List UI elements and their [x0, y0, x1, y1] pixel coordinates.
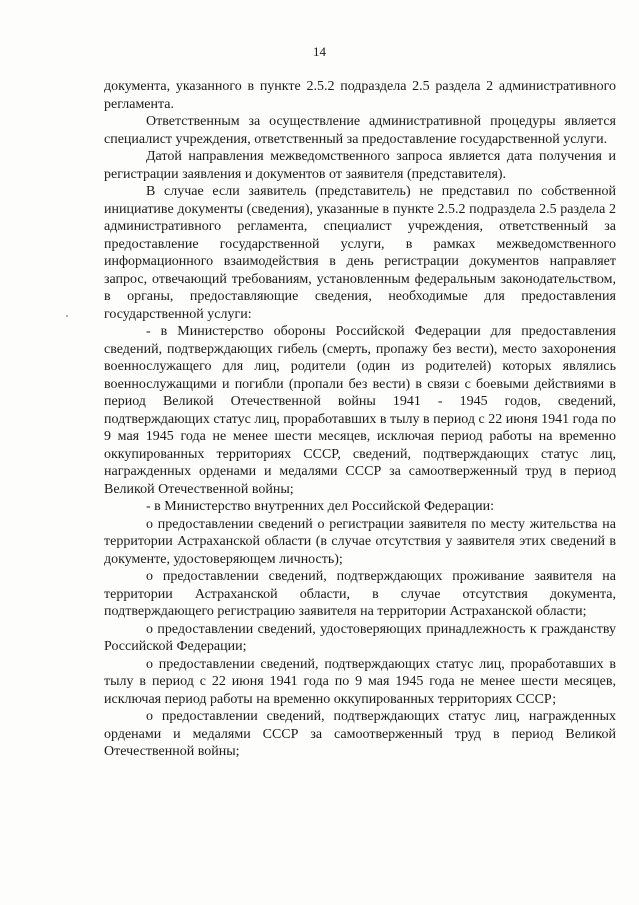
list-item-ministry-defense: - в Министерство обороны Российской Федерации для предоставления сведений, подтверждающих гибель (смерть, пропажу без вести), место захоронения военнослужащего для лиц, родители (один из родителей) которых являлись военнослужащими и погибли (пропали без вести) в связи с боевыми действиями в период Великой Отечественной войны 1941 - 1945 годов, сведений, подтверждающих статус лиц, проработавших в тылу в период с 22 июня 1941 года по 9 мая 1945 года не менее шести месяцев, исключая период работы на временно оккупированных территориях СССР, сведений, подтверждающих статус лиц, награжденных орденами и медалями СССР за самоотверженный труд в период Великой Отечественной войны;	[104, 324, 616, 497]
paragraph-request-date: Датой направления межведомственного запроса является дата получения и регистрации заявления и документов от заявителя (представителя).	[104, 149, 616, 182]
sub-item-registration: о предоставлении сведений о регистрации заявителя по месту жительства на территории Астраханской области (в случае отсутствия у заявителя этих сведений в документе, удостоверяющем личность);	[104, 516, 616, 567]
paragraph-continuation: документа, указанного в пункте 2.5.2 подраздела 2.5 раздела 2 административного регламента.	[104, 79, 616, 112]
document-body	[104, 78, 616, 761]
paragraph-responsible: Ответственным за осуществление административной процедуры является специалист учреждения, ответственный за предоставление государственной услуги.	[104, 114, 616, 147]
page-number: 14	[313, 44, 326, 59]
sub-item-awarded-persons: о предоставлении сведений, подтверждающих статус лиц, награжденных орденами и медалями СССР за самоотверженный труд в период Великой Отечественной войны;	[104, 709, 616, 759]
scan-speck	[66, 315, 68, 317]
list-item-ministry-interior: - в Министерство внутренних дел Российской Федерации:	[146, 499, 494, 514]
sub-item-citizenship: о предоставлении сведений, удостоверяющих принадлежность к гражданству Российской Федерации;	[104, 621, 616, 654]
sub-item-residence: о предоставлении сведений, подтверждающих проживание заявителя на территории Астраханской области, в случае отсутствия документа, подтверждающего регистрацию заявителя на территории Астраханской области;	[104, 569, 616, 619]
sub-item-home-front-workers: о предоставлении сведений, подтверждающих статус лиц, проработавших в тылу в период с 22 июня 1941 года по 9 мая 1945 года не менее шести месяцев, исключая период работы на временно оккупированных территориях СССР;	[104, 656, 616, 707]
paragraph-interagency-request: В случае если заявитель (представитель) не представил по собственной инициативе документы (сведения), указанные в пункте 2.5.2 подраздела 2.5 раздела 2 административного регламента, специалист учреждения, ответственный за предоставление государственной услуги, в рамках межведомственного информационного взаимодействия в день регистрации документов направляет запрос, отвечающий требованиям, установленным федеральным законодательством, в органы, предоставляющие сведения, необходимые для предоставления государственной услуги:	[104, 184, 616, 322]
